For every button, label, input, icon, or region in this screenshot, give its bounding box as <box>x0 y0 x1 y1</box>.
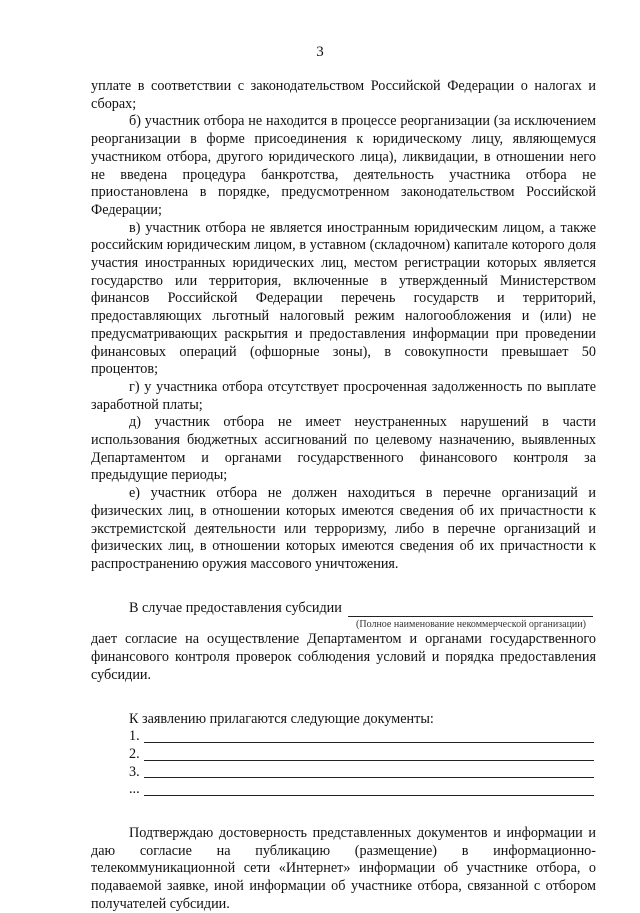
document-row-1[interactable] <box>91 728 596 746</box>
document-row-more[interactable] <box>91 781 596 799</box>
document-line[interactable] <box>144 742 594 743</box>
document-row-number: ... <box>129 781 140 798</box>
consent-paragraph: дает согласие на осуществление Департаментом и органами государственного финансового контроля проверок соблюдения условий и порядка предоставления субсидии. <box>91 631 596 683</box>
paragraph-tax: уплате в соответствии с законодательством Российской Федерации о налогах и сборах; <box>91 78 596 112</box>
document-row-number: 1. <box>129 728 140 745</box>
organization-name-field[interactable] <box>348 602 593 617</box>
subsidy-statement <box>91 600 596 618</box>
organization-name-caption: (Полное наименование некоммерческой организации) <box>356 619 586 631</box>
documents-title: К заявлению прилагаются следующие документы: <box>129 710 434 727</box>
document-row-number: 2. <box>129 745 140 762</box>
confirmation-paragraph: Подтверждаю достоверность представленных документов и информации и даю согласие на публикацию (размещение) в информационно-телекоммуникационной сети «Интернет» информации об участнике отбора, о подаваемой заявке, иной информации об участнике отбора, связанной с отбором получателей субсидии. <box>91 824 596 912</box>
document-line[interactable] <box>144 760 594 761</box>
subsidy-prefix: В случае предоставления субсидии <box>129 599 342 616</box>
document-row-number: 3. <box>129 763 140 780</box>
paragraph-b-reorganization: б) участник отбора не находится в процессе реорганизации (за исключением реорганизации в форме присоединения к юридическому лицу, являющемуся участником отбора, другого юридического лица), ликвидации, в отношении него не введена процедура банкротства, деятельность участника отбора не приостановлена в порядке, предусмотренном законодательством Российской Федерации; <box>91 113 596 218</box>
paragraph-d-budget-violations: д) участник отбора не имеет неустраненных нарушений в части использования бюджетных ассигнований по целевому назначению, выявленных Департаментом и органами государственного финансового контроля за предыдущие периоды; <box>91 414 596 484</box>
document-body <box>91 78 596 913</box>
paragraph-e-extremism-list: е) участник отбора не должен находиться в перечне организаций и физических лиц, в отношении которых имеются сведения об их причастности к экстремистской деятельности или терроризму, либо в перечне организаций и физических лиц, в отношении которых имеются сведения об их причастности к распространению оружия массового уничтожения. <box>91 485 596 572</box>
document-line[interactable] <box>144 777 594 778</box>
paragraph-v-foreign-entity: в) участник отбора не является иностранным юридическим лицом, а также российским юридическим лицом, в уставном (складочном) капитале которого доля участия иностранных юридических лиц, местом регистрации которых является государство или территория, включенные в утвержденный Министерством финансов Российской Федерации перечень государств и территорий, предоставляющих льготный налоговый режим налогообложения и (или) не предусматривающих раскрытия и предоставления информации при проведении финансовых операций (офшорные зоны), в совокупности превышает 50 процентов; <box>91 219 596 378</box>
paragraph-g-wage-arrears: г) у участника отбора отсутствует просроченная задолженность по выплате заработной платы; <box>91 378 596 413</box>
page-number: 3 <box>316 44 324 60</box>
document-row-3[interactable] <box>91 764 596 782</box>
document-row-2[interactable] <box>91 746 596 764</box>
document-line[interactable] <box>144 795 594 796</box>
